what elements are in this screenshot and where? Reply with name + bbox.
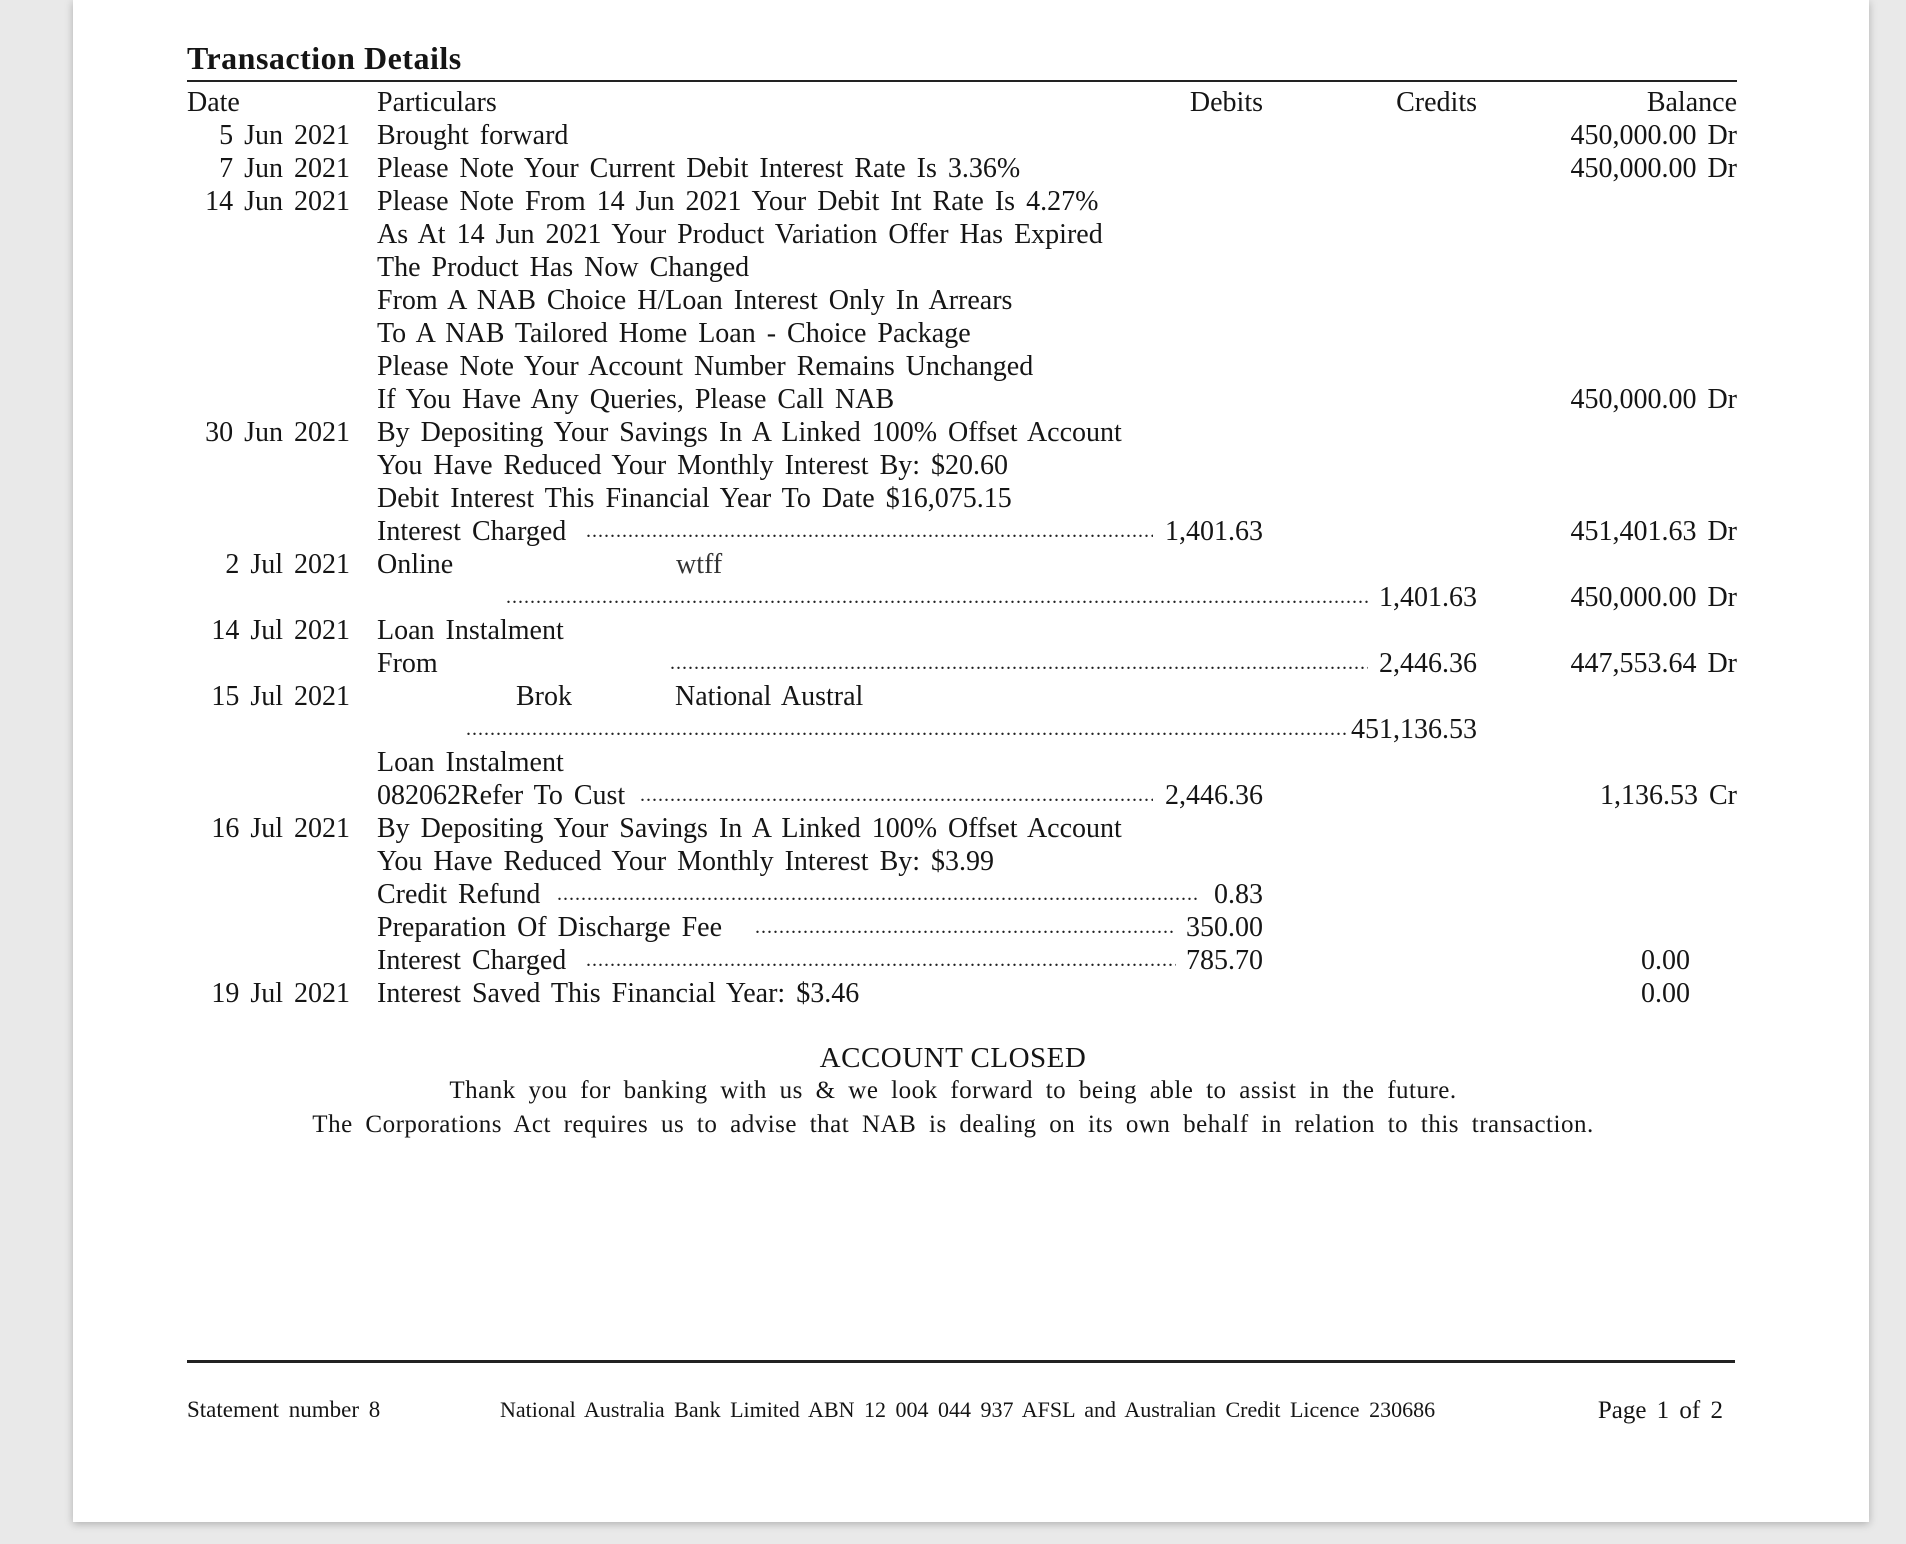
row-credit: 451,136.53 <box>1351 714 1477 745</box>
row-debit: 785.70 <box>1186 945 1263 976</box>
table-row <box>0 317 1906 350</box>
row-balance: 447,553.64 Dr <box>1570 648 1737 679</box>
table-row <box>0 614 1906 647</box>
table-row <box>0 251 1906 284</box>
row-particulars: Brok <box>516 681 572 712</box>
row-particulars: As At 14 Jun 2021 Your Product Variation Offer Has Expired <box>377 219 1103 250</box>
row-particulars: Please Note From 14 Jun 2021 Your Debit Int Rate Is 4.27% <box>377 186 1099 217</box>
row-particulars: The Product Has Now Changed <box>377 252 750 283</box>
row-particulars: Please Note Your Current Debit Interest Rate Is 3.36% <box>377 153 1021 184</box>
table-row <box>0 515 1906 548</box>
dot-leader <box>670 647 1368 680</box>
table-row <box>0 746 1906 779</box>
row-particulars: Loan Instalment <box>377 615 564 646</box>
row-date: 7 Jun 2021 <box>219 153 350 184</box>
table-row <box>0 911 1906 944</box>
row-particulars: From A NAB Choice H/Loan Interest Only In Arrears <box>377 285 1013 316</box>
corporations-act-note: The Corporations Act requires us to advise that NAB is dealing on its own behalf in relation to this transaction. <box>312 1111 1594 1138</box>
row-particulars: By Depositing Your Savings In A Linked 100% Offset Account <box>377 417 1122 448</box>
dot-leader <box>640 779 1153 812</box>
footer-rule <box>187 1360 1735 1363</box>
table-row <box>0 416 1906 449</box>
table-row <box>0 482 1906 515</box>
row-particulars: Brought forward <box>377 120 569 151</box>
row-particulars: You Have Reduced Your Monthly Interest By: $20.60 <box>377 450 1009 481</box>
dot-leader <box>586 515 1153 548</box>
row-date: 14 Jun 2021 <box>205 186 350 217</box>
table-row <box>0 713 1906 746</box>
column-header-date: Date <box>187 87 240 118</box>
row-balance: 450,000.00 Dr <box>1570 120 1737 151</box>
column-header-particulars: Particulars <box>377 87 497 118</box>
table-row <box>0 647 1906 680</box>
row-date: 14 Jul 2021 <box>211 615 350 646</box>
table-row <box>0 152 1906 185</box>
row-balance: 450,000.00 Dr <box>1570 582 1737 613</box>
row-date: 2 Jul 2021 <box>225 549 350 580</box>
row-balance: 450,000.00 Dr <box>1570 384 1737 415</box>
table-row <box>0 845 1906 878</box>
table-row <box>0 581 1906 614</box>
table-row <box>0 119 1906 152</box>
row-particulars: Loan Instalment <box>377 747 564 778</box>
section-heading: Transaction Details <box>187 40 462 76</box>
row-date: 16 Jul 2021 <box>211 813 350 844</box>
row-date: 15 Jul 2021 <box>211 681 350 712</box>
table-row <box>0 185 1906 218</box>
table-row <box>0 350 1906 383</box>
row-particulars: By Depositing Your Savings In A Linked 100% Offset Account <box>377 813 1122 844</box>
dot-leader <box>586 944 1176 977</box>
row-particulars: From <box>377 648 438 679</box>
row-particulars: You Have Reduced Your Monthly Interest By: $3.99 <box>377 846 995 877</box>
row-particulars: Please Note Your Account Number Remains Unchanged <box>377 351 1034 382</box>
row-particulars: Interest Charged <box>377 945 567 976</box>
row-particulars: Interest Charged <box>377 516 567 547</box>
row-balance: 450,000.00 Dr <box>1570 153 1737 184</box>
row-particulars: Credit Refund <box>377 879 541 910</box>
bank-info: National Australia Bank Limited ABN 12 004 044 937 AFSL and Australian Credit Licence 230686 <box>500 1397 1436 1422</box>
row-particulars: Debit Interest This Financial Year To Date $16,075.15 <box>377 483 1012 514</box>
table-row <box>0 878 1906 911</box>
column-header-balance: Balance <box>1646 87 1737 118</box>
table-row <box>0 779 1906 812</box>
account-closed-title: ACCOUNT CLOSED <box>819 1042 1087 1074</box>
row-balance: 0.00 <box>1641 978 1690 1009</box>
table-row <box>0 680 1906 713</box>
page-indicator: Page 1 of 2 <box>1597 1397 1723 1424</box>
table-row <box>0 812 1906 845</box>
row-balance: 451,401.63 Dr <box>1570 516 1737 547</box>
row-date: 5 Jun 2021 <box>219 120 350 151</box>
row-balance: 1,136.53 Cr <box>1600 780 1737 811</box>
dot-leader <box>557 878 1197 911</box>
row-balance: 0.00 <box>1641 945 1690 976</box>
thank-you-note: Thank you for banking with us & we look forward to being able to assist in the future. <box>449 1077 1457 1104</box>
row-debit: 1,401.63 <box>1165 516 1263 547</box>
table-row <box>0 977 1906 1010</box>
table-row <box>0 218 1906 251</box>
column-header-credits: Credits <box>1396 87 1477 118</box>
row-particulars: To A NAB Tailored Home Loan - Choice Package <box>377 318 971 349</box>
dot-leader <box>506 581 1370 614</box>
row-debit: 2,446.36 <box>1165 780 1263 811</box>
table-row <box>0 284 1906 317</box>
statement-number: Statement number 8 <box>187 1397 381 1422</box>
row-particulars: Preparation Of Discharge Fee <box>377 912 723 943</box>
row-particulars: Interest Saved This Financial Year: $3.46 <box>377 978 860 1009</box>
row-reference: National Austral <box>675 681 864 712</box>
row-date: 19 Jul 2021 <box>211 978 350 1009</box>
row-debit: 350.00 <box>1186 912 1263 943</box>
row-particulars: 082062Refer To Cust <box>377 780 626 811</box>
row-credit: 1,401.63 <box>1379 582 1477 613</box>
row-particulars: Online <box>377 549 454 580</box>
row-reference: wtff <box>676 549 723 580</box>
row-particulars: If You Have Any Queries, Please Call NAB <box>377 384 895 415</box>
row-date: 30 Jun 2021 <box>205 417 350 448</box>
table-row <box>0 449 1906 482</box>
dot-leader <box>755 911 1175 944</box>
table-row <box>0 548 1906 581</box>
row-debit: 0.83 <box>1214 879 1263 910</box>
row-credit: 2,446.36 <box>1379 648 1477 679</box>
table-row <box>0 383 1906 416</box>
dot-leader <box>466 713 1346 746</box>
table-row <box>0 944 1906 977</box>
column-header-debits: Debits <box>1189 87 1263 118</box>
